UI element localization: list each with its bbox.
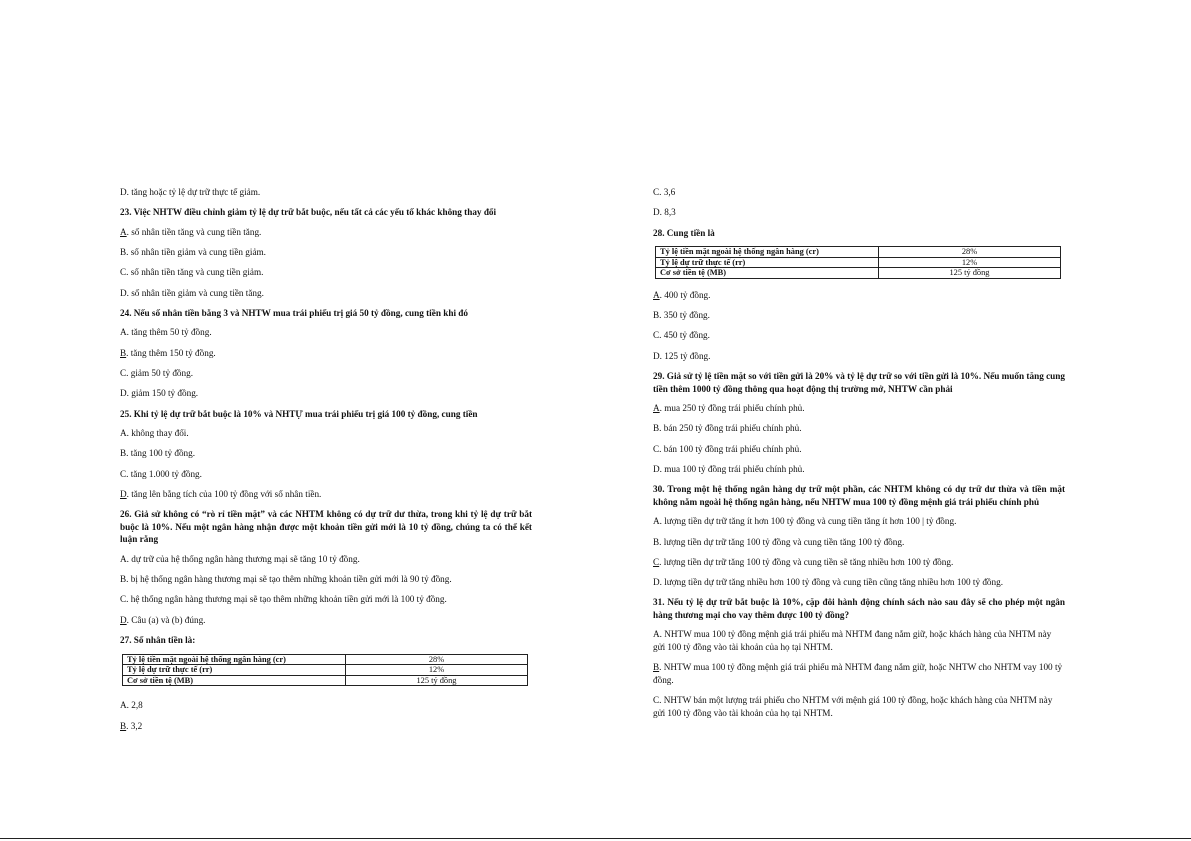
table-row [123, 654, 528, 665]
table-row [656, 268, 1061, 279]
table-label: Tỷ lệ dự trữ thực tế (rr) [123, 665, 346, 676]
option-31-a: A. NHTW mua 100 tỷ đồng mệnh giá trái phiếu mà NHTM đang nắm giữ, hoặc khách hàng của NHTM này gửi 100 tỷ đồng vào tài khoản của họ tại NHTM. [653, 629, 1052, 652]
option-28-a: A. 400 tỷ đồng. [653, 289, 711, 300]
option-29-d: D. mua 100 tỷ đồng trái phiếu chính phủ. [653, 463, 805, 474]
option-28-d: D. 125 tỷ đồng. [653, 350, 711, 361]
table-row [123, 675, 528, 686]
option-28-c: C. 450 tỷ đồng. [653, 330, 710, 341]
question-31: 31. Nếu tỷ lệ dự trữ bắt buộc là 10%, cặp đôi hành động chính sách nào sau đây sẽ cho phép một ngân hàng thương mại cho vay thêm được 100 tỷ đồng? [653, 597, 1065, 620]
option-25-c: C. tăng 1.000 tỷ đồng. [120, 468, 202, 479]
page-bottom-rule [0, 838, 1191, 839]
option-24-d: D. giảm 150 tỷ đồng. [120, 388, 199, 399]
table-row [656, 257, 1061, 268]
option-27-d: D. 8,3 [653, 207, 676, 218]
option-29-c: C. bán 100 tỷ đồng trái phiếu chính phủ. [653, 443, 802, 454]
option-25-d: D. tăng lên bằng tích của 100 tỷ đồng với số nhân tiền. [120, 489, 322, 500]
table-row [123, 665, 528, 676]
option-24-b: B. tăng thêm 150 tỷ đồng. [120, 347, 216, 358]
table-label: Cơ sở tiền tệ (MB) [656, 268, 879, 279]
option-23-b: B. số nhân tiền giảm và cung tiền giảm. [120, 247, 266, 258]
option-29-a: A. mua 250 tỷ đồng trái phiếu chính phủ. [653, 403, 805, 414]
option-30-b: B. lượng tiền dự trữ tăng 100 tỷ đồng và cung tiền tăng 100 tỷ đồng. [653, 536, 905, 547]
data-table-27 [122, 654, 528, 687]
option-23-a: A. số nhân tiền tăng và cung tiền tăng. [120, 226, 262, 237]
option-27-b: B. 3,2 [120, 720, 143, 731]
question-28: 28. Cung tiền là [653, 227, 715, 238]
table-value: 125 tỷ đồng [879, 268, 1061, 279]
option-26-b: B. bị hệ thống ngân hàng thương mại sẽ tạo thêm những khoản tiền gửi mới là 90 tỷ đồng. [120, 574, 452, 585]
question-23: 23. Việc NHTW điều chỉnh giảm tỷ lệ dự trữ bắt buộc, nếu tất cả các yếu tố khác không thay đổi [120, 207, 497, 218]
table-row [656, 247, 1061, 258]
option-31-c: C. NHTW bán một lượng trái phiếu cho NHTM với mệnh giá 100 tỷ đồng, hoặc khách hàng của NHTM này gửi 100 tỷ đồng vào tài khoản của họ tại NHTM. [653, 695, 1053, 718]
option-27-a: A. 2,8 [120, 700, 143, 711]
option-24-a: A. tăng thêm 50 tỷ đồng. [120, 327, 212, 338]
option-28-b: B. 350 tỷ đồng. [653, 310, 710, 321]
question-30: 30. Trong một hệ thống ngân hàng dự trữ một phần, các NHTM không có dự trữ dư thừa và tiền mặt không nằm ngoài hệ thống ngân hàng, nếu NHTW mua 100 tỷ đồng mệnh giá trái phiếu chính phủ [653, 484, 1065, 507]
question-25: 25. Khi tỷ lệ dự trữ bắt buộc là 10% và NHTỰ mua trái phiếu trị giá 100 tỷ đồng, cung tiền [120, 408, 478, 419]
table-label: Tỷ lệ dự trữ thực tế (rr) [656, 257, 879, 268]
option-25-a: A. không thay đổi. [120, 428, 189, 439]
table-value: 28% [346, 654, 528, 665]
table-value: 12% [346, 665, 528, 676]
question-26: 26. Giả sử không có “rò rỉ tiền mặt” và các NHTM không có dự trữ dư thừa, trong khi tỷ lệ dự trữ bắt buộc là 10%. Nếu một ngân hàng nhận được một khoản tiền gửi mới là 10 tỷ đồng, chúng ta có thể kết luận rằng [120, 509, 532, 545]
table-value: 28% [879, 247, 1061, 258]
table-value: 125 tỷ đồng [346, 675, 528, 686]
table-value: 12% [879, 257, 1061, 268]
question-27: 27. Số nhân tiền là: [120, 635, 196, 646]
option-23-d: D. số nhân tiền giảm và cung tiền tăng. [120, 287, 264, 298]
option-30-d: D. lượng tiền dự trữ tăng nhiều hơn 100 tỷ đồng và cung tiền cũng tăng nhiều hơn 100 tỷ đồng. [653, 577, 1004, 588]
question-24: 24. Nếu số nhân tiền bằng 3 và NHTW mua trái phiếu trị giá 50 tỷ đồng, cung tiền khi đó [120, 307, 468, 318]
option-27-c: C. 3,6 [653, 187, 676, 197]
option-31-b: B. NHTW mua 100 tỷ đồng mệnh giá trái phiếu mà NHTM đang nắm giữ, hoặc NHTW cho NHTM vay 100 tỷ đồng. [653, 662, 1063, 685]
option-30-a: A. lượng tiền dự trữ tăng ít hơn 100 tỷ đồng và cung tiền tăng ít hơn 100 | tỷ đồng. [653, 516, 957, 527]
option-23-c: C. số nhân tiền tăng và cung tiền giảm. [120, 267, 264, 278]
right-column [653, 186, 1065, 727]
table-label: Cơ sở tiền tệ (MB) [123, 675, 346, 686]
option-29-b: B. bán 250 tỷ đồng trái phiếu chính phủ. [653, 423, 802, 434]
option-26-a: A. dự trữ của hệ thống ngân hàng thương mại sẽ tăng 10 tỷ đồng. [120, 553, 360, 564]
left-column [120, 186, 532, 740]
option-25-b: B. tăng 100 tỷ đồng. [120, 448, 196, 459]
option-26-c: C. hệ thống ngân hàng thương mại sẽ tạo thêm những khoản tiền gửi mới là 100 tỷ đồng. [120, 594, 447, 605]
option-26-d: D. Câu (a) và (b) đúng. [120, 614, 206, 625]
data-table-28 [655, 246, 1061, 279]
top-line: D. tăng hoặc tỷ lệ dự trữ thực tế giảm. [120, 187, 261, 197]
table-label: Tỷ lệ tiền mặt ngoài hệ thống ngân hàng (cr) [123, 654, 346, 665]
option-24-c: C. giảm 50 tỷ đồng. [120, 368, 194, 379]
question-29: 29. Giả sử tỷ lệ tiền mặt so với tiền gửi là 20% và tỷ lệ dự trữ so với tiền gửi là 10%. Nếu muốn tăng cung tiền thêm 1000 tỷ đồng thông qua hoạt động thị trường mở, NHTW cần phải [653, 371, 1065, 394]
table-label: Tỷ lệ tiền mặt ngoài hệ thống ngân hàng (cr) [656, 247, 879, 258]
option-30-c: C. lượng tiền dự trữ tăng 100 tỷ đồng và cung tiền sẽ tăng nhiều hơn 100 tỷ đồng. [653, 556, 954, 567]
